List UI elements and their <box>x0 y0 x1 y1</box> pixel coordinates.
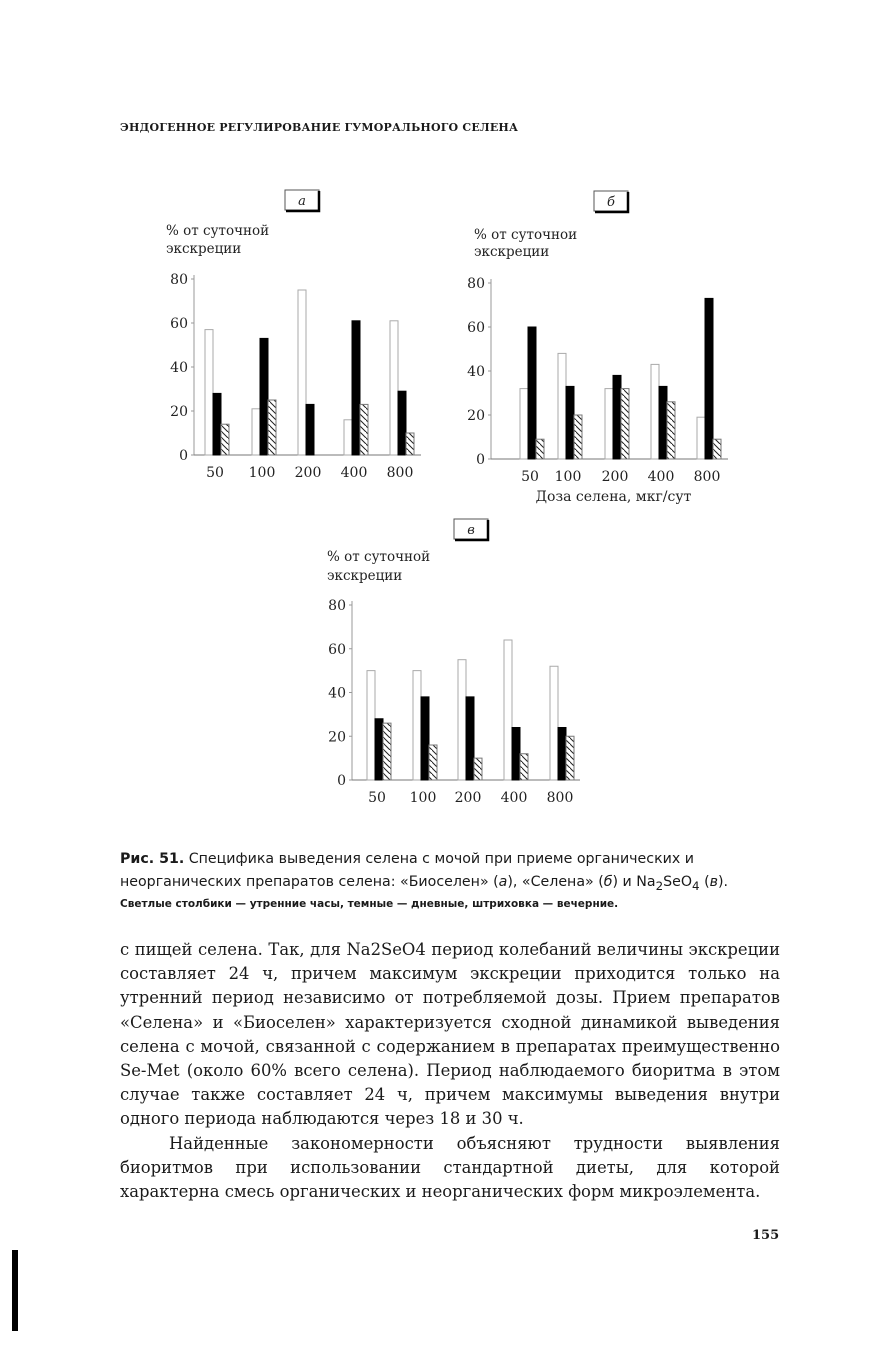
bar-morning-200 <box>605 389 613 459</box>
bar-evening-800 <box>566 736 574 780</box>
caption-legend-note: Светлые столбики — утренние часы, темные — дневные, штриховка — вечерние. <box>120 898 619 910</box>
y-axis-label: экскреции <box>474 244 550 260</box>
y-tick-label: 20 <box>328 729 346 746</box>
bar-day-100 <box>421 697 429 780</box>
bar-day-400 <box>352 321 360 455</box>
running-head: ЭНДОГЕННОЕ РЕГУЛИРОВАНИЕ ГУМОРАЛЬНОГО СЕЛЕНА <box>120 121 519 134</box>
y-tick-label: 20 <box>467 408 485 424</box>
x-tick-label: 100 <box>554 469 582 485</box>
y-tick-label: 80 <box>170 272 188 288</box>
bar-evening-200 <box>621 389 629 459</box>
bar-morning-800 <box>550 666 558 780</box>
bar-evening-100 <box>574 415 582 459</box>
y-axis-label: % от суточнои <box>474 227 578 243</box>
bar-day-100 <box>260 338 268 455</box>
y-axis-label: % от суточной <box>327 549 431 565</box>
bar-evening-800 <box>406 433 414 455</box>
bar-evening-100 <box>268 400 276 455</box>
bar-morning-200 <box>458 660 466 780</box>
caption-text-6: ). <box>717 874 729 890</box>
x-tick-label: 100 <box>248 465 276 481</box>
bar-day-400 <box>659 386 667 459</box>
bar-day-800 <box>558 728 566 781</box>
bar-evening-800 <box>713 439 721 459</box>
y-tick-label: 80 <box>467 276 485 292</box>
bar-morning-800 <box>697 417 705 459</box>
caption-text-3: ) и Na <box>612 874 656 890</box>
bar-evening-400 <box>667 402 675 459</box>
bar-morning-400 <box>504 640 512 780</box>
y-tick-label: 40 <box>170 360 188 376</box>
paragraph-2: Найденные закономерности объясняют трудности выявления биоритмов при использовании стандартной диеты, для которой характерна смесь органических и неорганических форм микроэлемента. <box>120 1133 780 1202</box>
caption-text-2: ), «Селена» ( <box>507 874 604 890</box>
x-tick-label: 800 <box>386 465 414 481</box>
caption-b: б <box>603 874 613 890</box>
bar-morning-100 <box>252 409 260 455</box>
bar-morning-100 <box>413 671 421 780</box>
y-tick-label: 0 <box>179 448 188 464</box>
bar-day-200 <box>306 404 314 455</box>
caption-label: Рис. 51. <box>120 851 185 867</box>
x-tick-label: 50 <box>521 469 539 485</box>
bar-day-400 <box>512 728 520 781</box>
y-tick-label: 60 <box>328 641 346 658</box>
page-number: 155 <box>752 1228 780 1243</box>
bar-morning-50 <box>520 389 528 459</box>
y-axis-label: экскреции <box>166 241 242 257</box>
panel-label: а <box>298 194 306 209</box>
bar-morning-100 <box>558 353 566 459</box>
x-tick-label: 200 <box>294 465 322 481</box>
paragraph-1: с пищей селена. Так, для Na2SeO4 период колебаний величины экскреции составляет 24 ч, причем максимум экскреции приходится только на утренний период независимо от потребляемой дозы. Прием препаратов «Селена» и «Биоселен» характеризуется сходной динамикой выведения селена с мочой, связанной с содержанием в препаратах преимущественно Se-Met (около 60% всего селена). Период наблюдаемого биоритма в этом случае также составляет 24 ч, причем максимумы выведения внутри одного периода наблюдаются через 18 и 30 ч. <box>120 940 780 1129</box>
margin-bar <box>12 1250 18 1331</box>
caption-text-1: Специфика выведения селена с мочой при приеме органических и неорганических препаратов селена: «Биоселен» ( <box>120 851 695 890</box>
x-tick-label: 200 <box>601 469 629 485</box>
x-tick-label: 100 <box>409 790 437 806</box>
bar-day-50 <box>528 327 536 459</box>
bar-evening-200 <box>474 758 482 780</box>
panel-label: б <box>607 195 615 210</box>
bar-day-100 <box>566 386 574 459</box>
caption-sub-2: 2 <box>655 878 664 893</box>
caption-a: а <box>498 874 508 890</box>
bar-morning-800 <box>390 321 398 455</box>
y-tick-label: 20 <box>170 404 188 420</box>
bar-day-800 <box>398 391 406 455</box>
x-axis-label: Доза селена, мкг/сут <box>535 489 692 505</box>
bar-morning-200 <box>298 290 306 455</box>
bar-day-200 <box>613 375 621 459</box>
y-tick-label: 0 <box>476 452 485 468</box>
y-tick-label: 0 <box>337 773 346 789</box>
bar-morning-50 <box>205 330 213 455</box>
bar-day-50 <box>213 393 221 455</box>
figure-caption <box>120 848 800 898</box>
bar-evening-50 <box>536 439 544 459</box>
bar-evening-100 <box>429 745 437 780</box>
body-text <box>120 938 780 1204</box>
chart-b <box>467 191 728 505</box>
panel-label: в <box>467 523 475 538</box>
y-tick-label: 80 <box>328 598 346 614</box>
y-axis-label: % от суточной <box>166 223 270 239</box>
y-tick-label: 40 <box>328 685 346 702</box>
bar-evening-400 <box>520 754 528 780</box>
y-tick-label: 60 <box>467 320 485 336</box>
x-tick-label: 400 <box>340 465 368 481</box>
bar-day-800 <box>705 298 713 459</box>
bar-morning-400 <box>344 420 352 455</box>
caption-v: в <box>709 874 718 890</box>
bar-evening-50 <box>221 424 229 455</box>
x-tick-label: 800 <box>693 469 721 485</box>
x-tick-label: 50 <box>206 465 224 481</box>
y-axis-label: экскреции <box>327 568 403 584</box>
y-tick-label: 40 <box>467 364 485 380</box>
bar-day-200 <box>466 697 474 780</box>
x-tick-label: 800 <box>546 790 574 806</box>
bar-morning-50 <box>367 671 375 780</box>
x-tick-label: 200 <box>454 790 482 806</box>
bar-morning-400 <box>651 364 659 459</box>
chart-c <box>327 519 580 806</box>
x-tick-label: 400 <box>500 790 528 806</box>
caption-sub-4: 4 <box>692 878 700 893</box>
x-tick-label: 400 <box>647 469 675 485</box>
bar-evening-400 <box>360 404 368 455</box>
caption-text-5: ( <box>699 874 710 890</box>
y-tick-label: 60 <box>170 316 188 332</box>
chart-a <box>166 190 421 481</box>
caption-text-4: SeO <box>663 874 693 890</box>
bar-evening-50 <box>383 723 391 780</box>
x-tick-label: 50 <box>368 790 386 806</box>
bar-day-50 <box>375 719 383 780</box>
